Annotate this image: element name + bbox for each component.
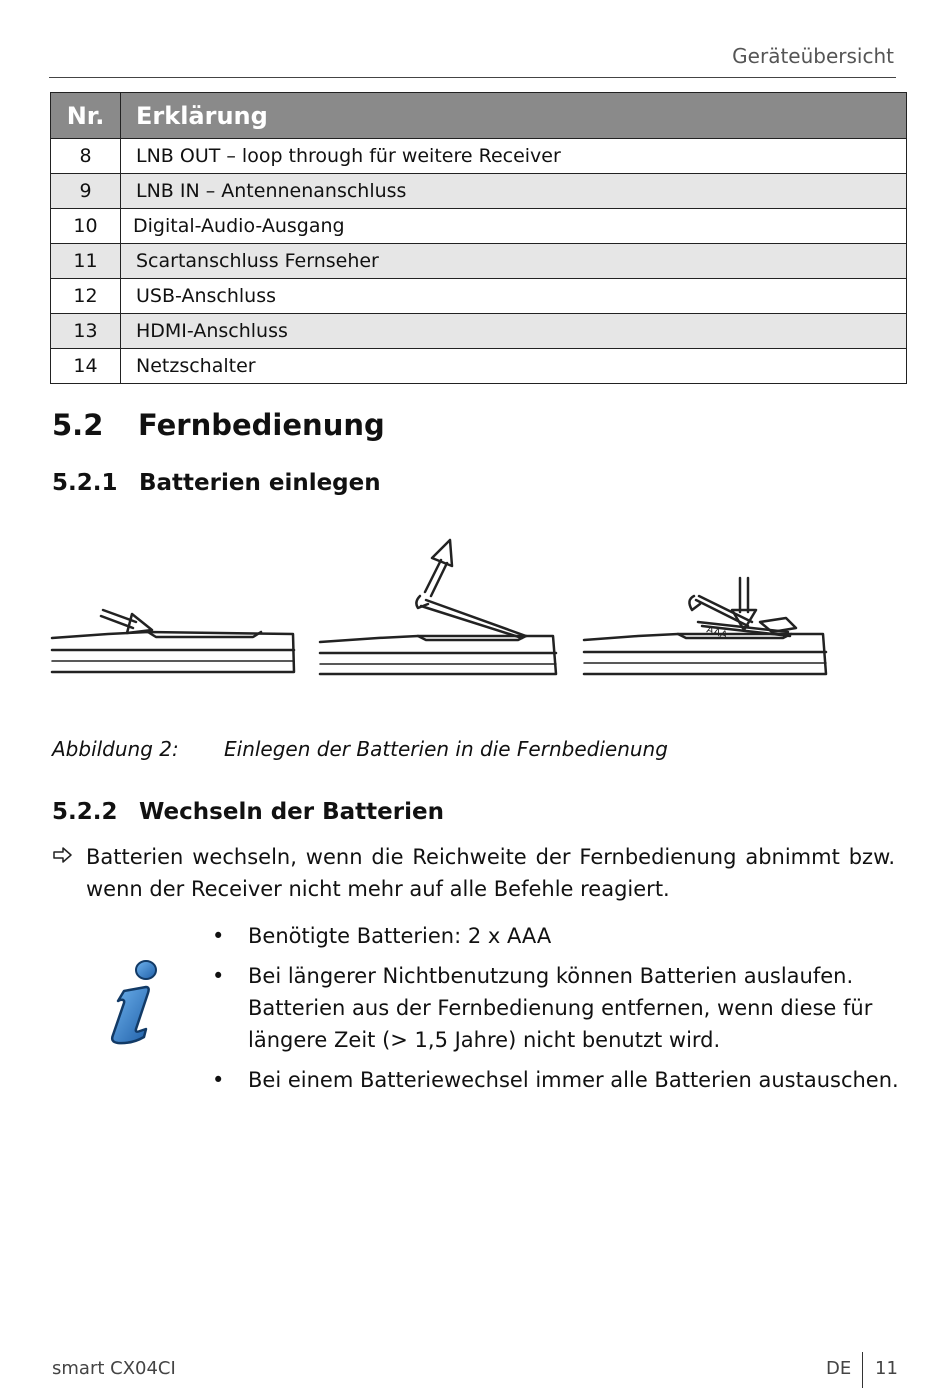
subsection-title: Batterien einlegen (139, 470, 381, 496)
table-row (51, 174, 907, 209)
column-header-explanation: Erklärung (121, 93, 907, 139)
table-row (51, 314, 907, 349)
remote-lid-lifted (320, 596, 556, 674)
row-explanation: Netzschalter (121, 349, 907, 384)
section-title: Fernbedienung (138, 408, 385, 442)
notes-list (210, 920, 910, 1104)
row-number: 14 (51, 349, 121, 384)
table-row (51, 244, 907, 279)
row-explanation: LNB OUT – loop through für weitere Receiver (121, 139, 907, 174)
figure-caption-text: Einlegen der Batterien in die Fernbedienung (224, 737, 668, 761)
section-heading (52, 408, 385, 442)
subsection-number: 5.2.2 (52, 799, 118, 825)
row-number: 11 (51, 244, 121, 279)
running-header: Geräteübersicht (732, 44, 894, 68)
battery-label: AAA (705, 624, 729, 642)
table-header-row (51, 93, 907, 139)
footer-model: smart CX04CI (52, 1358, 176, 1379)
list-item: • Benötigte Batterien: 2 x AAA (210, 920, 910, 952)
row-explanation: Scartanschluss Fernseher (121, 244, 907, 279)
lift-lid-arrow-icon (425, 540, 452, 596)
footer-language: DE (826, 1358, 852, 1379)
row-explanation: Digital-Audio-Ausgang (121, 209, 907, 244)
subsection-heading (52, 470, 381, 496)
row-explanation: LNB IN – Antennenanschluss (121, 174, 907, 209)
table-row (51, 349, 907, 384)
page-number: 11 (875, 1358, 898, 1379)
table-row (51, 279, 907, 314)
section-number: 5.2 (52, 408, 104, 442)
slide-lid-arrow-icon (101, 610, 152, 633)
table-row (51, 209, 907, 244)
info-icon (104, 957, 162, 1047)
footer-divider (862, 1352, 863, 1388)
remote-closed-lid (52, 632, 294, 672)
row-number: 8 (51, 139, 121, 174)
subsection-title: Wechseln der Batterien (139, 799, 444, 825)
figure-caption (52, 737, 668, 761)
instruction-text: Batterien wechseln, wenn die Reichweite der Fernbedienung abnimmt bzw. wenn der Receiver nicht mehr auf alle Befehle reagiert. (86, 845, 895, 901)
row-number: 9 (51, 174, 121, 209)
row-number: 13 (51, 314, 121, 349)
header-divider (49, 77, 896, 78)
list-item: • Bei einem Batteriewechsel immer alle Batterien austauschen. (210, 1064, 910, 1096)
subsection-heading (52, 799, 444, 825)
subsection-number: 5.2.1 (52, 470, 118, 496)
row-number: 12 (51, 279, 121, 314)
column-header-nr: Nr. (51, 93, 121, 139)
row-explanation: HDMI-Anschluss (121, 314, 907, 349)
row-number: 10 (51, 209, 121, 244)
remote-open-battery (584, 596, 826, 674)
figure-caption-label: Abbildung 2: (52, 737, 179, 761)
battery-insertion-illustration (48, 530, 838, 690)
hollow-arrow-icon (52, 846, 74, 864)
table-row (51, 139, 907, 174)
connections-table (50, 92, 907, 384)
list-item: • Bei längerer Nichtbenutzung können Batterien auslaufen. Batterien aus der Fernbedienung entfernen, wenn diese für längere Zeit (> 1,5 Jahre) nicht benutzt wird. (210, 960, 910, 1056)
row-explanation: USB-Anschluss (121, 279, 907, 314)
